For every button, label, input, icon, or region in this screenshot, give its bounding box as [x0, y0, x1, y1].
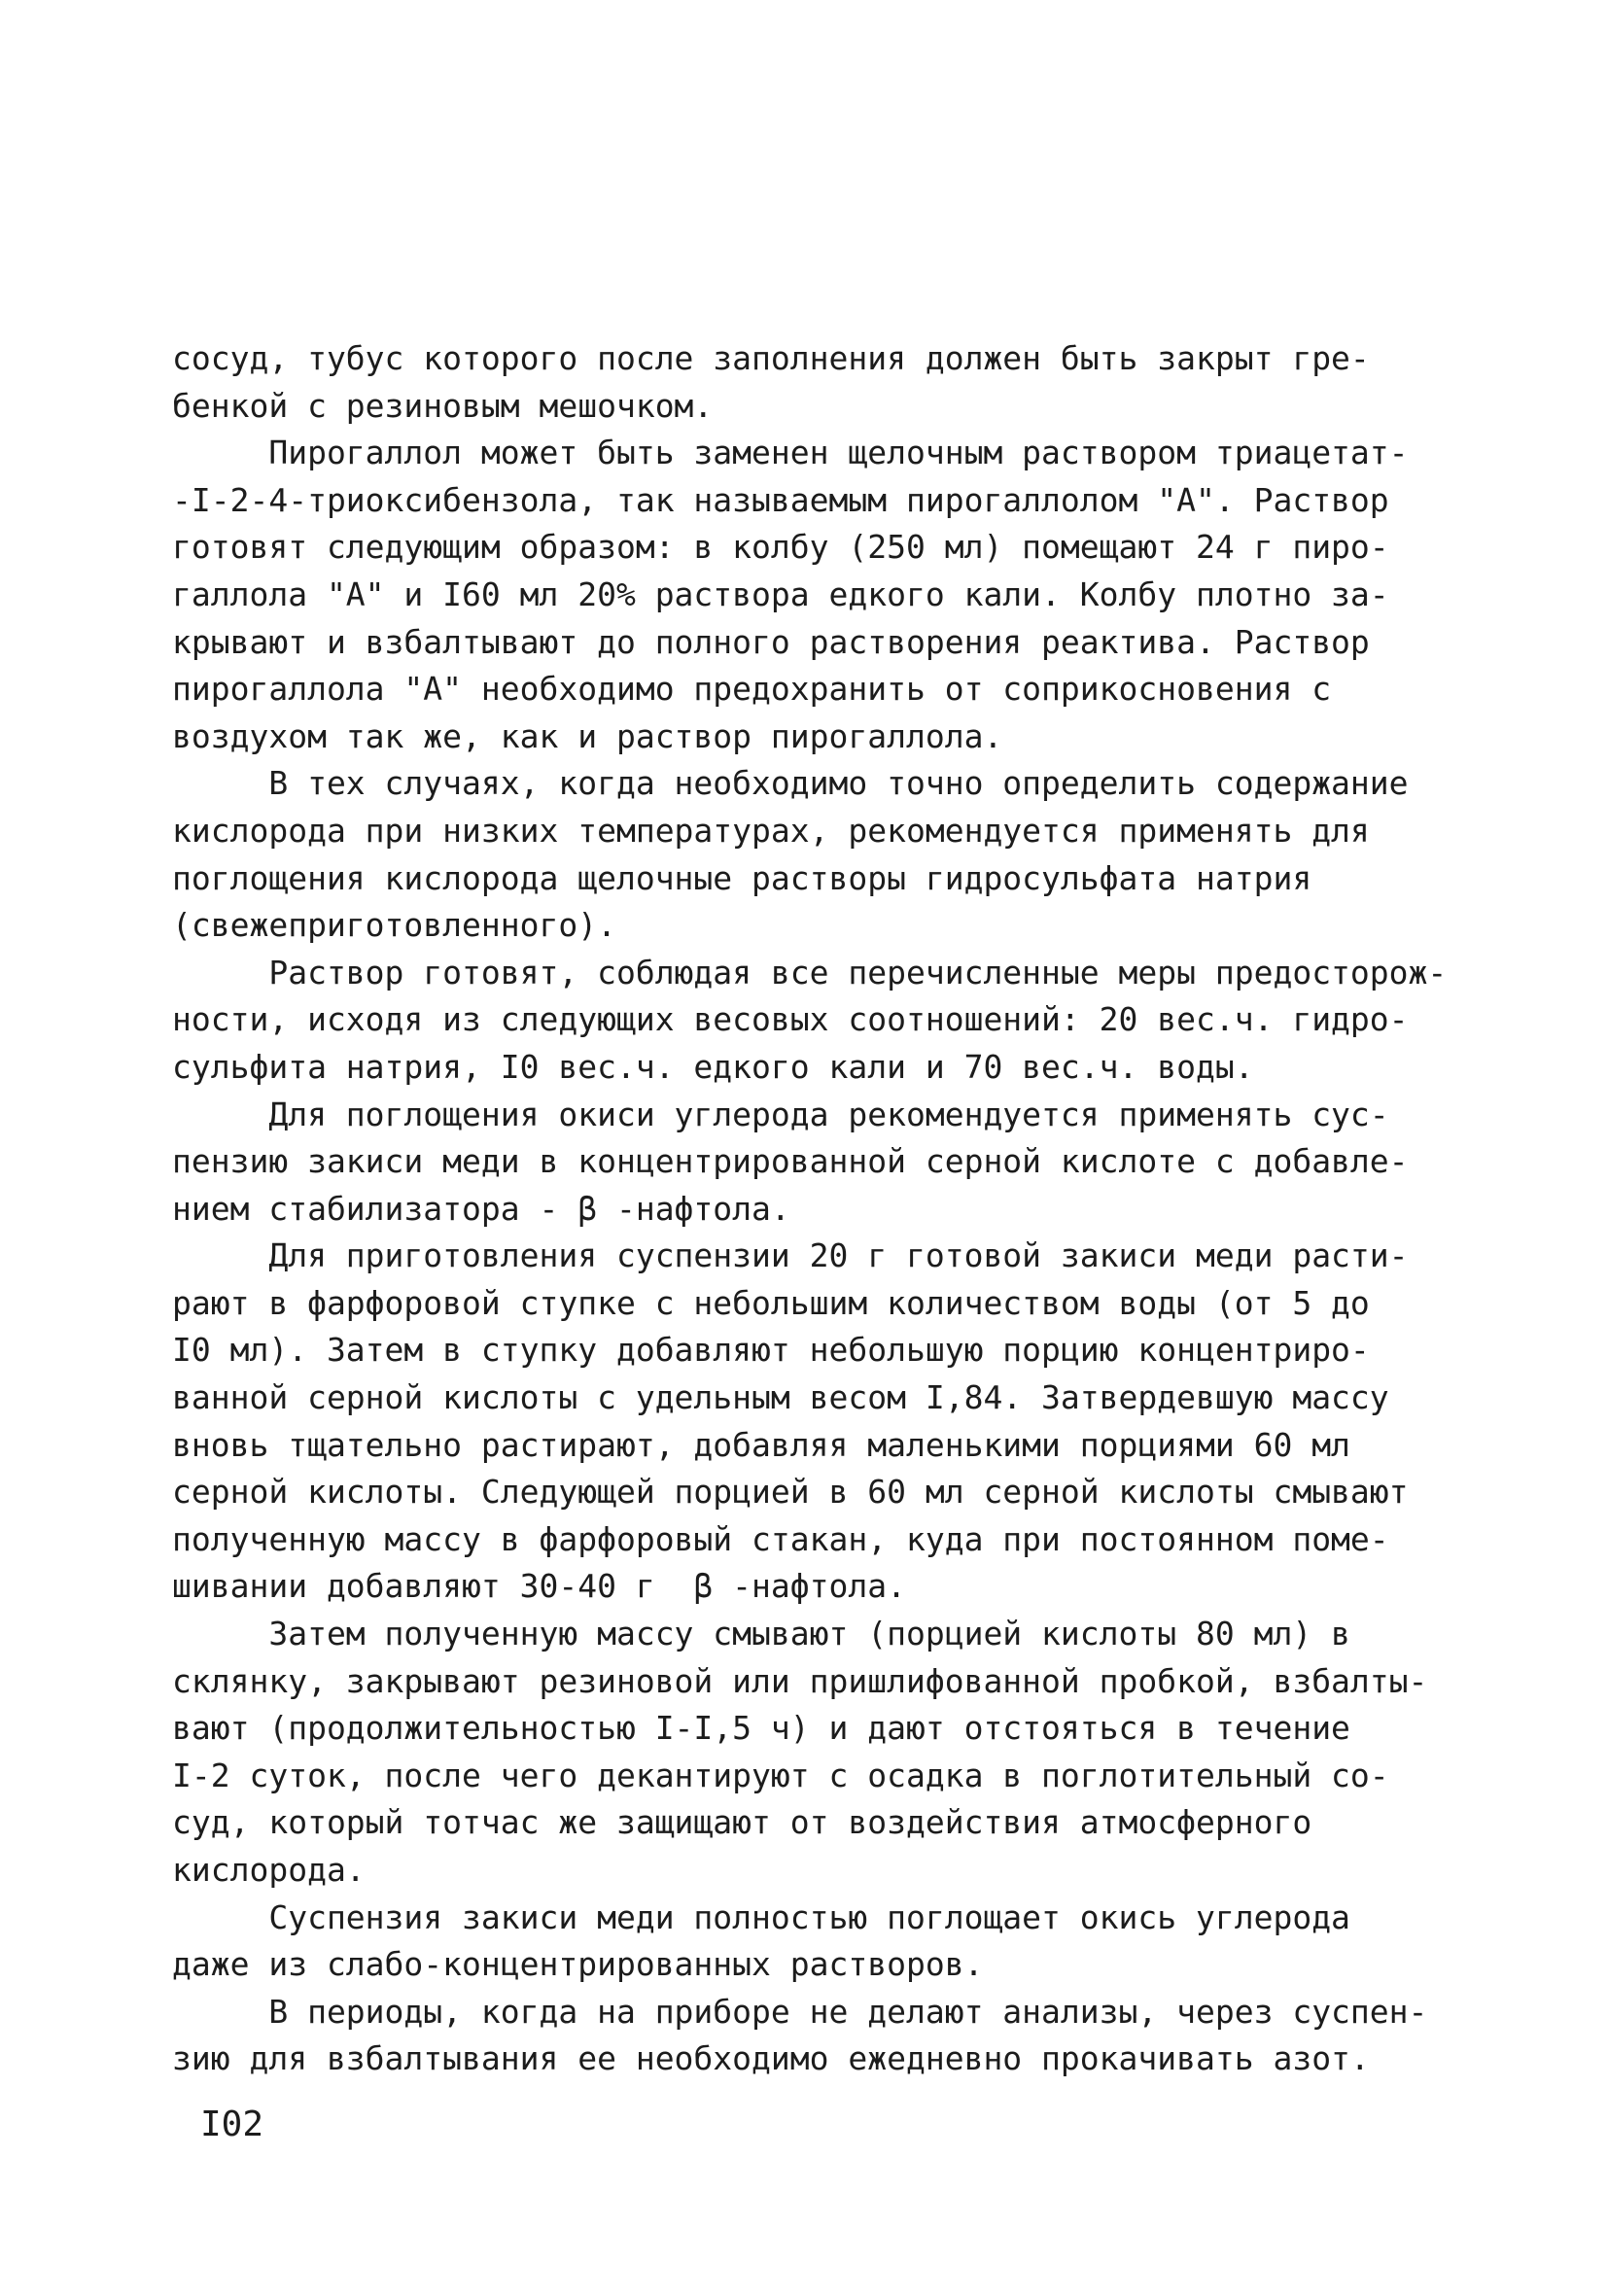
text-line: вают (продолжительностью I-I,5 ч) и дают отстояться в течение — [172, 1709, 1350, 1748]
text-line: поглощения кислорода щелочные растворы гидросульфата натрия — [172, 858, 1312, 897]
page-number: I02 — [200, 2105, 264, 2144]
text-line: (свежеприготовленного). — [172, 906, 616, 945]
text-line: бенкой с резиновым мешочком. — [172, 386, 714, 425]
text-line: даже из слабо-концентрированных растворов. — [172, 1945, 984, 1984]
text-line: Пирогаллол может быть заменен щелочным раствором триацетат- — [172, 434, 1409, 472]
text-line: ности, исходя из следующих весовых соотношений: 20 вес.ч. гидро- — [172, 1000, 1409, 1039]
text-line: ванной серной кислоты с удельным весом I,84. Затвердевшую массу — [172, 1378, 1389, 1417]
text-line: I0 мл). Затем в ступку добавляют небольшую порцию концентриро- — [172, 1331, 1370, 1370]
text-line: склянку, закрывают резиновой или пришлифованной пробкой, взбалты- — [172, 1661, 1428, 1700]
text-line: Для поглощения окиси углерода рекомендуется применять сус- — [172, 1095, 1389, 1133]
text-line: кислорода при низких температурах, рекомендуется применять для — [172, 811, 1370, 850]
text-line: В периоды, когда на приборе не делают анализы, через суспен- — [172, 1992, 1428, 2031]
text-line: I-2 суток, после чего декантируют с осадка в поглотительный со- — [172, 1756, 1389, 1794]
text-line: нием стабилизатора - β -нафтола. — [172, 1189, 790, 1228]
text-line: сульфита натрия, I0 вес.ч. едкого кали и 70 вес.ч. воды. — [172, 1047, 1254, 1086]
text-line: сосуд, тубус которого после заполнения должен быть закрыт гре- — [172, 339, 1370, 377]
text-line: шивании добавляют 30-40 г β -нафтола. — [172, 1567, 906, 1606]
text-line: Для приготовления суспензии 20 г готовой закиси меди расти- — [172, 1236, 1409, 1275]
body-text — [172, 335, 1465, 2083]
text-line: зию для взбалтывания ее необходимо ежедневно прокачивать азот. — [172, 2039, 1370, 2078]
text-line: Раствор готовят, соблюдая все перечисленные меры предосторож- — [172, 953, 1448, 991]
text-line: рают в фарфоровой ступке с небольшим количеством воды (от 5 до — [172, 1283, 1370, 1322]
text-line: крывают и взбалтывают до полного растворения реактива. Раствор — [172, 622, 1370, 661]
text-line: -I-2-4-триоксибензола, так называемым пирогаллолом "А". Раствор — [172, 480, 1389, 519]
text-line: пирогаллола "А" необходимо предохранить от соприкосновения с — [172, 670, 1332, 709]
text-line: пензию закиси меди в концентрированной серной кислоте с добавле- — [172, 1142, 1409, 1181]
text-line: серной кислоты. Следующей порцией в 60 мл серной кислоты смывают — [172, 1473, 1409, 1512]
text-line: готовят следующим образом: в колбу (250 мл) помещают 24 г пиро- — [172, 528, 1389, 567]
text-line: воздухом так же, как и раствор пирогаллола. — [172, 716, 1003, 755]
text-line: галлола "А" и I60 мл 20% раствора едкого кали. Колбу плотно за- — [172, 574, 1389, 613]
text-line: суд, который тотчас же защищают от воздействия атмосферного — [172, 1803, 1312, 1842]
text-line: В тех случаях, когда необходимо точно определить содержание — [172, 764, 1409, 803]
text-line: полученную массу в фарфоровый стакан, куда при постоянном поме- — [172, 1519, 1389, 1558]
text-line: Затем полученную массу смывают (порцией кислоты 80 мл) в — [172, 1615, 1350, 1653]
text-line: кислорода. — [172, 1851, 366, 1889]
text-line: вновь тщательно растирают, добавляя маленькими порциями 60 мл — [172, 1425, 1350, 1464]
text-line: Суспензия закиси меди полностью поглощает окись углерода — [172, 1897, 1350, 1936]
